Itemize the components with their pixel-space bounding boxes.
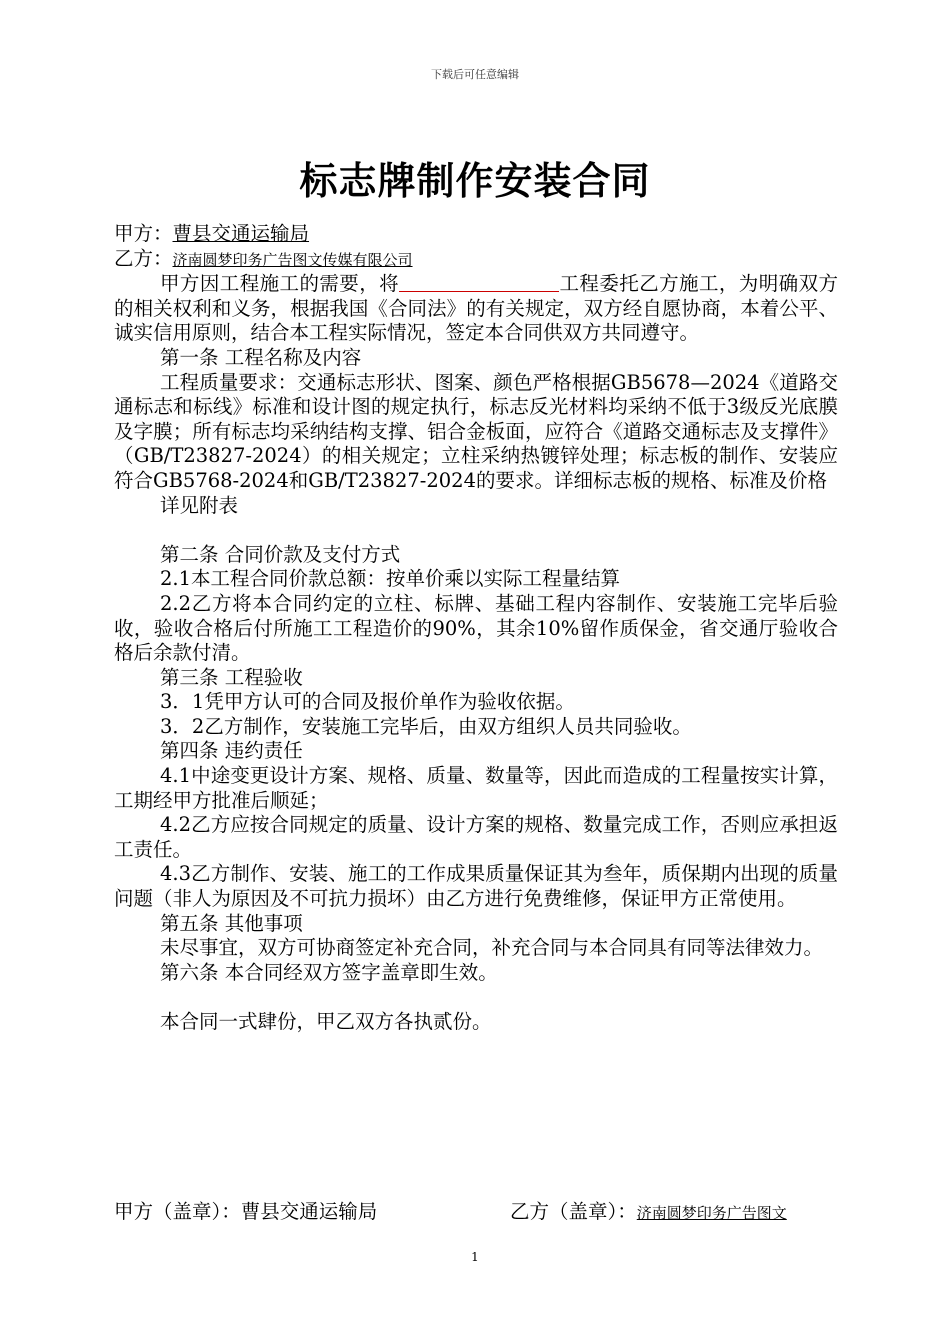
party-b-seal-label: 乙方（盖章）：: [510, 1200, 637, 1223]
article2-item: 2.1本工程合同价款总额：按单价乘以实际工程量结算: [160, 567, 621, 591]
spacer: [114, 985, 838, 1010]
article4-item: 4.3乙方制作、安装、施工的工作成果质量保证其为叁年，质保期内出现的质量问题（非人为原因及不可抗力损坏）由乙方进行免费维修，保证甲方正常使用。: [114, 862, 838, 911]
article1-heading: 第一条 工程名称及内容: [160, 345, 362, 369]
article2-heading: 第二条 合同价款及支付方式: [160, 542, 401, 566]
article5-heading: 第五条 其他事项: [160, 911, 303, 935]
article1-see: 详见附表: [160, 493, 239, 517]
party-a-signature: [114, 1196, 377, 1224]
document-title: 标志牌制作安装合同: [299, 159, 651, 203]
party-a-line: [114, 222, 838, 247]
intro-before-blank: 甲方因工程施工的需要，将: [160, 272, 400, 296]
party-b-signature: [510, 1196, 787, 1224]
party-b-seal-name: 济南圆梦印务广告图文: [636, 1204, 787, 1222]
article4-item: 4.1中途变更设计方案、规格、质量、数量等，因此而造成的工程量按实计算，工期经甲方批准后顺延；: [114, 764, 838, 812]
intro-after-blank: 工程委托乙方施工，为明确双方的相关权利和义务，根据我国《合同法》的有关规定，双方经自愿协商，本着公平、诚实信用原则，结合本工程实际情况，签定本合同供双方共同遵守。: [114, 272, 838, 345]
article1-text: 工程质量要求：交通标志形状、图案、颜色严格根据GB5678—2024《道路交通标志和标线》标准和设计图的规定执行，标志反光材料均采纳不低于3级反光底膜及字膜；所有标志均采纳结构支撑、铝合金板面，应符合《道路交通标志及支撑件》（GB/T23827-2024）的相关规定；立柱采纳热镀锌处理；标志板的制作、安装应符合GB5768-2024和GB/T23827-2024的要求。详细标志板的规格、标准及价格: [114, 370, 838, 492]
article4-heading: 第四条 违约责任: [160, 739, 303, 763]
article2-item: 2.2乙方将本合同约定的立柱、标牌、基础工程内容制作、安装施工完毕后验收，验收合格后付所施工工程造价的90%，其余10%留作质保金，省交通厅验收合格后余款付清。: [114, 591, 838, 665]
party-a-name: 曹县交通运输局: [172, 222, 310, 245]
party-b-name: 济南圆梦印务广告图文传媒有限公司: [172, 250, 413, 269]
article6-heading: 第六条 本合同经双方签字盖章即生效。: [160, 960, 498, 984]
article4-item: 4.2乙方应按合同规定的质量、设计方案的规格、数量完成工作，否则应承担返工责任。: [114, 813, 838, 861]
article3-item: 3．2乙方制作，安装施工完毕后，由双方组织人员共同验收。: [160, 714, 692, 738]
contract-body: [114, 222, 838, 1035]
header-note: 下载后可任意编辑: [431, 68, 519, 81]
party-b-line: [114, 247, 838, 273]
intro-paragraph: [114, 272, 838, 346]
party-a-seal-name: 曹县交通运输局: [240, 1200, 378, 1223]
party-a-seal-label: 甲方（盖章）：: [114, 1200, 241, 1223]
page-number: 1: [471, 1250, 479, 1264]
party-b-label: 乙方：: [114, 246, 173, 270]
article3-item: 3．1凭甲方认可的合同及报价单作为验收依据。: [160, 690, 575, 714]
spacer: [114, 518, 838, 543]
project-name-blank: [399, 273, 559, 292]
copies-statement: 本合同一式肆份，甲乙双方各执贰份。: [160, 1010, 492, 1033]
party-a-label: 甲方：: [114, 222, 173, 245]
article3-heading: 第三条 工程验收: [160, 665, 303, 689]
article5-text: 未尽事宜，双方可协商签定补充合同，补充合同与本合同具有同等法律效力。: [160, 936, 824, 960]
